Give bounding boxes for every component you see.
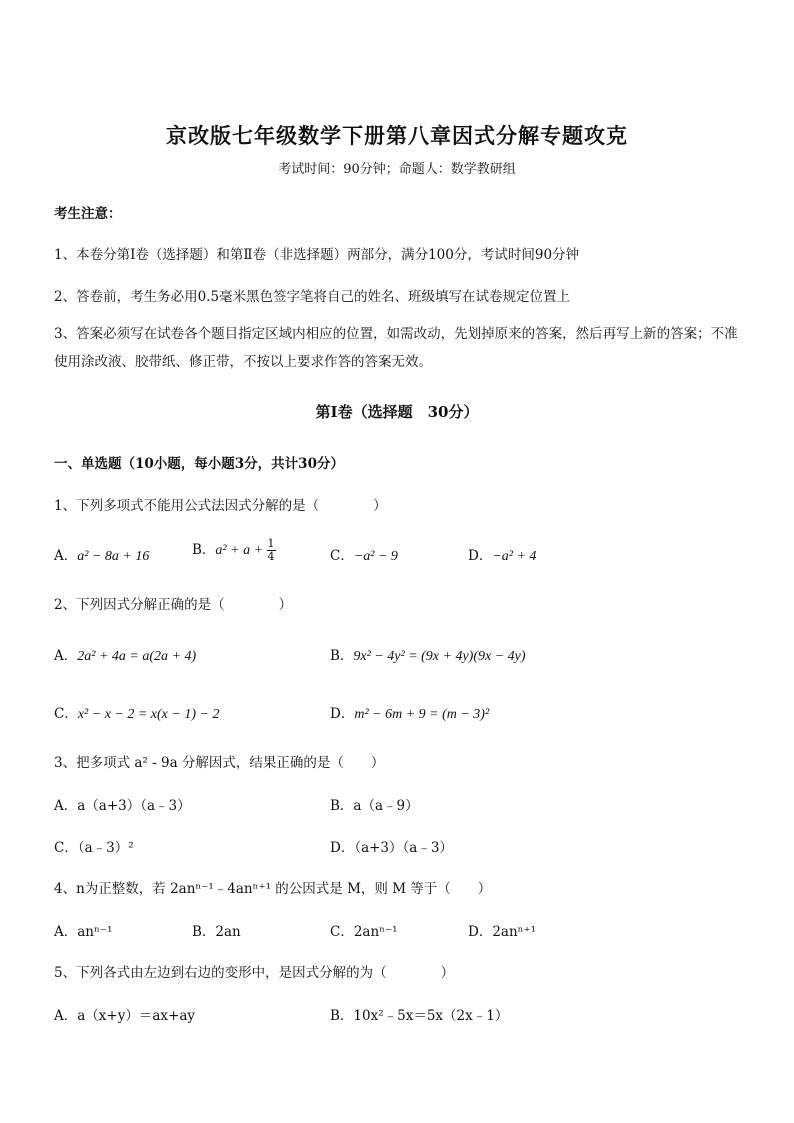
q1-option-b-expr: a² + a + xyxy=(215,543,267,558)
q5-option-a: A．a（x+y）＝ax+ay xyxy=(54,1008,195,1024)
notice-item-2: 2、答卷前，考生务必用0.5毫米黑色签字笔将自己的姓名、班级填写在试卷规定位置上 xyxy=(54,289,571,305)
question-2-stem: 2、下列因式分解正确的是（ ） xyxy=(54,597,293,613)
notice-heading: 考生注意： xyxy=(54,206,122,222)
q2-option-c xyxy=(54,702,219,723)
q1-option-a xyxy=(54,544,149,565)
question-1-stem: 1、下列多项式不能用公式法因式分解的是（ ） xyxy=(54,498,387,514)
q1-option-d-label: D． xyxy=(468,548,493,564)
page-title: 京改版七年级数学下册第八章因式分解专题攻克 xyxy=(166,123,628,148)
q4-option-d: D．2anⁿ⁺¹ xyxy=(468,924,537,940)
notice-item-1: 1、本卷分第Ⅰ卷（选择题）和第Ⅱ卷（非选择题）两部分，满分100分，考试时间90分钟 xyxy=(54,247,580,263)
q2-option-a xyxy=(54,644,196,665)
q4-option-b: B．2an xyxy=(192,924,241,940)
q2-option-b xyxy=(330,644,526,665)
section-heading: 一、单选题（10小题，每小题3分，共计30分） xyxy=(54,456,344,472)
q1-option-a-label: A． xyxy=(54,548,78,564)
q2-option-c-label: C． xyxy=(54,706,78,722)
q1-option-c-expr: −a² − 9 xyxy=(353,549,398,564)
part-title: 第Ⅰ卷（选择题 30分） xyxy=(315,403,479,421)
question-3-stem: 3、把多项式 a² - 9a 分解因式，结果正确的是（ ） xyxy=(54,755,385,771)
q1-option-a-expr: a² − 8a + 16 xyxy=(77,549,150,564)
notice-item-3: 3、答案必须写在试卷各个题目指定区域内相应的位置，如需改动，先划掉原来的答案，然后再写上新的答案；不准使用涂改液、胶带纸、修正带，不按以上要求作答的答案无效。 xyxy=(54,326,738,370)
q2-option-c-expr: x² − x − 2 = x(x − 1) − 2 xyxy=(77,707,220,722)
exam-info: 考试时间：90分钟；命题人：数学教研组 xyxy=(278,162,516,177)
q5-option-b: B．10x²﹣5x＝5x（2x﹣1） xyxy=(330,1008,509,1024)
q4-option-c: C．2anⁿ⁻¹ xyxy=(330,924,398,940)
q3-option-c: C．（a﹣3）² xyxy=(54,840,134,856)
q1-option-d xyxy=(468,544,536,565)
q1-option-c xyxy=(330,544,398,565)
q3-option-b: B．a（a﹣9） xyxy=(330,798,419,814)
q3-option-d: D．（a+3）（a﹣3） xyxy=(330,840,453,856)
q2-option-a-expr: 2a² + 4a = a(2a + 4) xyxy=(77,649,197,664)
question-5-stem: 5、下列各式由左边到右边的变形中，是因式分解的为（ ） xyxy=(54,965,455,981)
q1-option-b-label: B． xyxy=(192,542,216,558)
q2-option-b-expr: 9x² − 4y² = (9x + 4y)(9x − 4y) xyxy=(353,649,526,664)
q1-option-b xyxy=(192,538,276,563)
q1-option-b-fraction xyxy=(267,538,276,563)
q2-option-b-label: B． xyxy=(330,648,354,664)
fraction-denominator: 4 xyxy=(267,550,275,563)
q2-option-d xyxy=(330,702,489,723)
q1-option-c-label: C． xyxy=(330,548,354,564)
q4-option-a: A．anⁿ⁻¹ xyxy=(54,924,113,940)
q2-option-d-expr: m² − 6m + 9 = (m − 3)² xyxy=(354,707,490,722)
q2-option-d-label: D． xyxy=(330,706,355,722)
question-4-stem: 4、n为正整数，若 2anⁿ⁻¹﹣4anⁿ⁺¹ 的公因式是 M，则 M 等于（ ） xyxy=(54,881,492,897)
q3-option-a: A．a（a+3）（a﹣3） xyxy=(54,798,191,814)
q2-option-a-label: A． xyxy=(54,648,78,664)
fraction-numerator: 1 xyxy=(267,537,275,550)
q1-option-d-expr: −a² + 4 xyxy=(492,549,537,564)
